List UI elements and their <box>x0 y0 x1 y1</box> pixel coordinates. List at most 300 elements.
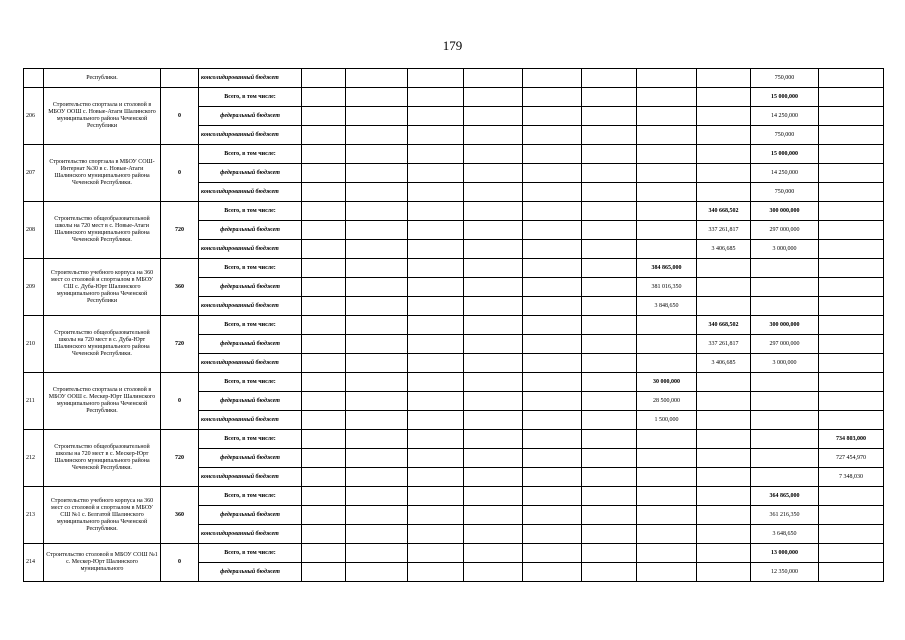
amount-cell <box>346 297 408 316</box>
amount-cell <box>464 468 523 487</box>
amount-cell <box>302 430 346 449</box>
amount-cell <box>302 373 346 392</box>
amount-cell <box>346 316 408 335</box>
project-name: Строительство спортзала в МБОУ СОШ-Интернат №30 в с. Новые-Атаги Шалинского муниципального района Чеченской Республики. <box>44 145 161 202</box>
amount-cell <box>302 278 346 297</box>
amount-cell <box>302 468 346 487</box>
funding-source: консолидированный бюджет <box>199 183 302 202</box>
amount-cell <box>637 449 697 468</box>
amount-cell <box>819 88 884 107</box>
amount-cell <box>302 563 346 582</box>
amount-cell <box>819 221 884 240</box>
amount-cell <box>408 563 464 582</box>
amount-cell <box>346 525 408 544</box>
amount-cell <box>346 430 408 449</box>
amount-cell <box>408 145 464 164</box>
amount-cell <box>464 107 523 126</box>
amount-cell <box>523 183 582 202</box>
amount-cell: 384 865,000 <box>637 259 697 278</box>
amount-cell <box>408 392 464 411</box>
amount-cell <box>819 316 884 335</box>
amount-cell <box>408 69 464 88</box>
amount-cell <box>637 525 697 544</box>
amount-cell <box>697 506 751 525</box>
amount-cell <box>346 563 408 582</box>
amount-cell <box>408 373 464 392</box>
amount-cell <box>408 335 464 354</box>
amount-cell <box>697 487 751 506</box>
amount-cell <box>819 525 884 544</box>
amount-cell <box>637 88 697 107</box>
amount-cell <box>464 563 523 582</box>
amount-cell <box>819 164 884 183</box>
amount-cell <box>346 354 408 373</box>
amount-cell <box>582 202 637 221</box>
amount-cell <box>302 202 346 221</box>
project-name: Республики. <box>44 69 161 88</box>
amount-cell <box>637 335 697 354</box>
amount-cell <box>697 468 751 487</box>
amount-cell: 30 000,000 <box>637 373 697 392</box>
amount-cell <box>464 335 523 354</box>
amount-cell <box>408 88 464 107</box>
funding-source: федеральный бюджет <box>199 392 302 411</box>
amount-cell <box>582 316 637 335</box>
amount-cell <box>346 183 408 202</box>
funding-source: консолидированный бюджет <box>199 525 302 544</box>
amount-cell <box>637 240 697 259</box>
amount-cell: 3 848,650 <box>637 297 697 316</box>
table-row <box>24 430 884 449</box>
amount-cell <box>464 240 523 259</box>
funding-source: федеральный бюджет <box>199 221 302 240</box>
amount-cell <box>582 468 637 487</box>
amount-cell <box>346 259 408 278</box>
amount-cell <box>697 563 751 582</box>
amount-cell <box>464 126 523 145</box>
project-name: Строительство столовой в МБОУ СОШ №1 с. Мескер-Юрт Шалинского муниципального <box>44 544 161 582</box>
funding-source: Всего, в том числе: <box>199 487 302 506</box>
amount-cell <box>582 525 637 544</box>
table-row <box>24 373 884 392</box>
funding-source: Всего, в том числе: <box>199 259 302 278</box>
amount-cell <box>751 411 819 430</box>
amount-cell <box>637 183 697 202</box>
amount-cell <box>582 335 637 354</box>
amount-cell <box>346 373 408 392</box>
amount-cell <box>582 221 637 240</box>
amount-cell <box>819 259 884 278</box>
amount-cell <box>464 221 523 240</box>
amount-cell: 3 406,685 <box>697 354 751 373</box>
amount-cell: 3 406,685 <box>697 240 751 259</box>
amount-cell <box>637 354 697 373</box>
amount-cell <box>408 354 464 373</box>
funding-source: консолидированный бюджет <box>199 468 302 487</box>
amount-cell <box>302 335 346 354</box>
table-row <box>24 145 884 164</box>
capacity: 360 <box>161 487 199 544</box>
project-name: Строительство общеобразовательной школы на 720 мест в с. Новые-Атаги Шалинского муниципального района Чеченской Республики. <box>44 202 161 259</box>
project-name: Строительство учебного корпуса на 360 мест со столовой и спортзалом в МБОУ СШ №1 с. Белгатой Шалинского муниципального района Чеченской Республики. <box>44 487 161 544</box>
amount-cell: 297 000,000 <box>751 335 819 354</box>
funding-source: федеральный бюджет <box>199 563 302 582</box>
amount-cell <box>751 449 819 468</box>
row-number: 212 <box>24 430 44 487</box>
amount-cell <box>302 411 346 430</box>
amount-cell <box>346 392 408 411</box>
amount-cell: 364 865,000 <box>751 487 819 506</box>
amount-cell <box>582 354 637 373</box>
amount-cell <box>819 240 884 259</box>
amount-cell <box>637 145 697 164</box>
amount-cell <box>582 506 637 525</box>
amount-cell <box>523 468 582 487</box>
amount-cell <box>582 88 637 107</box>
project-name: Строительство спортзала и столовой в МБОУ ООШ с. Новые-Атаги Шалинского муниципального района Чеченской Республики <box>44 88 161 145</box>
amount-cell <box>464 373 523 392</box>
amount-cell <box>523 373 582 392</box>
amount-cell <box>464 544 523 563</box>
table-row <box>24 544 884 563</box>
capacity: 720 <box>161 202 199 259</box>
amount-cell <box>302 354 346 373</box>
amount-cell <box>464 487 523 506</box>
amount-cell <box>697 164 751 183</box>
funding-source: консолидированный бюджет <box>199 411 302 430</box>
amount-cell <box>408 164 464 183</box>
amount-cell: 15 000,000 <box>751 88 819 107</box>
capacity: 720 <box>161 430 199 487</box>
amount-cell <box>523 487 582 506</box>
row-number: 207 <box>24 145 44 202</box>
amount-cell <box>697 88 751 107</box>
amount-cell <box>408 183 464 202</box>
amount-cell <box>819 183 884 202</box>
amount-cell <box>697 525 751 544</box>
amount-cell <box>346 335 408 354</box>
amount-cell <box>464 392 523 411</box>
table-row <box>24 487 884 506</box>
amount-cell <box>697 259 751 278</box>
amount-cell <box>302 145 346 164</box>
project-name: Строительство общеобразовательной школы на 720 мест в с. Мескер-Юрт Шалинского муниципального района Чеченской Республики. <box>44 430 161 487</box>
amount-cell <box>464 164 523 183</box>
amount-cell <box>751 430 819 449</box>
table-row <box>24 259 884 278</box>
amount-cell <box>751 373 819 392</box>
amount-cell <box>408 411 464 430</box>
amount-cell <box>819 297 884 316</box>
funding-source: федеральный бюджет <box>199 506 302 525</box>
amount-cell <box>523 88 582 107</box>
amount-cell: 7 348,030 <box>819 468 884 487</box>
amount-cell <box>408 202 464 221</box>
amount-cell <box>302 297 346 316</box>
amount-cell <box>346 107 408 126</box>
amount-cell <box>697 411 751 430</box>
amount-cell <box>346 88 408 107</box>
amount-cell <box>408 430 464 449</box>
amount-cell <box>819 563 884 582</box>
amount-cell: 3 000,000 <box>751 354 819 373</box>
amount-cell <box>582 259 637 278</box>
amount-cell <box>697 544 751 563</box>
funding-source: Всего, в том числе: <box>199 316 302 335</box>
project-name: Строительство общеобразовательной школы на 720 мест в с. Дуба-Юрт Шалинского муниципального района Чеченской Республики. <box>44 316 161 373</box>
amount-cell <box>523 506 582 525</box>
amount-cell <box>582 449 637 468</box>
amount-cell <box>408 506 464 525</box>
amount-cell <box>408 259 464 278</box>
amount-cell <box>346 487 408 506</box>
amount-cell <box>582 411 637 430</box>
amount-cell: 727 454,970 <box>819 449 884 468</box>
amount-cell <box>346 506 408 525</box>
row-number: 210 <box>24 316 44 373</box>
amount-cell <box>346 69 408 88</box>
amount-cell <box>408 487 464 506</box>
amount-cell <box>637 430 697 449</box>
amount-cell <box>637 107 697 126</box>
amount-cell <box>582 544 637 563</box>
amount-cell <box>302 487 346 506</box>
amount-cell <box>302 240 346 259</box>
amount-cell <box>751 259 819 278</box>
amount-cell <box>697 107 751 126</box>
amount-cell <box>523 240 582 259</box>
amount-cell <box>582 373 637 392</box>
amount-cell <box>464 145 523 164</box>
amount-cell <box>346 164 408 183</box>
capacity: 0 <box>161 373 199 430</box>
amount-cell <box>637 544 697 563</box>
row-number: 206 <box>24 88 44 145</box>
amount-cell <box>819 354 884 373</box>
amount-cell <box>697 449 751 468</box>
table-row <box>24 88 884 107</box>
amount-cell <box>346 221 408 240</box>
funding-source: федеральный бюджет <box>199 449 302 468</box>
amount-cell <box>697 297 751 316</box>
amount-cell: 300 000,000 <box>751 202 819 221</box>
amount-cell <box>819 107 884 126</box>
amount-cell <box>464 278 523 297</box>
amount-cell <box>523 297 582 316</box>
amount-cell <box>582 297 637 316</box>
amount-cell <box>302 126 346 145</box>
amount-cell <box>637 126 697 145</box>
funding-source: Всего, в том числе: <box>199 430 302 449</box>
amount-cell <box>582 164 637 183</box>
amount-cell <box>582 563 637 582</box>
amount-cell <box>637 316 697 335</box>
amount-cell: 1 500,000 <box>637 411 697 430</box>
amount-cell <box>523 392 582 411</box>
amount-cell: 734 803,000 <box>819 430 884 449</box>
amount-cell <box>346 468 408 487</box>
amount-cell <box>819 145 884 164</box>
amount-cell <box>523 259 582 278</box>
amount-cell <box>464 430 523 449</box>
funding-source: Всего, в том числе: <box>199 202 302 221</box>
project-name: Строительство учебного корпуса на 360 мест со столовой и спортзалом в МБОУ СШ с. Дуба-Юрт Шалинского муниципального района Чеченской Республики <box>44 259 161 316</box>
amount-cell <box>408 316 464 335</box>
amount-cell: 14 250,000 <box>751 107 819 126</box>
amount-cell <box>637 468 697 487</box>
capacity: 720 <box>161 316 199 373</box>
row-number <box>24 69 44 88</box>
funding-source: федеральный бюджет <box>199 164 302 183</box>
project-name: Строительство спортзала и столовой в МБОУ ООШ с. Мескер-Юрт Шалинского муниципального района Чеченской Республики. <box>44 373 161 430</box>
amount-cell <box>346 544 408 563</box>
amount-cell <box>302 449 346 468</box>
amount-cell <box>523 430 582 449</box>
amount-cell <box>346 278 408 297</box>
budget-table <box>23 68 884 582</box>
capacity: 0 <box>161 145 199 202</box>
amount-cell <box>523 563 582 582</box>
amount-cell <box>697 126 751 145</box>
amount-cell <box>582 107 637 126</box>
amount-cell <box>464 316 523 335</box>
row-number: 213 <box>24 487 44 544</box>
amount-cell: 340 668,502 <box>697 316 751 335</box>
amount-cell: 337 261,817 <box>697 335 751 354</box>
amount-cell <box>464 354 523 373</box>
amount-cell <box>464 411 523 430</box>
amount-cell <box>302 316 346 335</box>
amount-cell: 361 216,350 <box>751 506 819 525</box>
amount-cell <box>582 183 637 202</box>
amount-cell: 28 500,000 <box>637 392 697 411</box>
amount-cell <box>302 88 346 107</box>
amount-cell <box>751 278 819 297</box>
amount-cell <box>408 468 464 487</box>
amount-cell <box>302 544 346 563</box>
amount-cell <box>523 107 582 126</box>
amount-cell <box>819 278 884 297</box>
amount-cell <box>464 506 523 525</box>
amount-cell <box>408 240 464 259</box>
row-number: 208 <box>24 202 44 259</box>
amount-cell <box>523 145 582 164</box>
amount-cell <box>523 544 582 563</box>
amount-cell: 340 668,502 <box>697 202 751 221</box>
amount-cell <box>751 297 819 316</box>
capacity: 0 <box>161 88 199 145</box>
amount-cell: 15 000,000 <box>751 145 819 164</box>
amount-cell <box>464 297 523 316</box>
table-row <box>24 69 884 88</box>
amount-cell <box>464 88 523 107</box>
amount-cell: 750,000 <box>751 69 819 88</box>
amount-cell <box>751 392 819 411</box>
amount-cell <box>582 69 637 88</box>
amount-cell <box>523 354 582 373</box>
amount-cell <box>819 544 884 563</box>
amount-cell <box>346 411 408 430</box>
amount-cell <box>523 411 582 430</box>
row-number: 209 <box>24 259 44 316</box>
amount-cell <box>697 430 751 449</box>
amount-cell <box>302 392 346 411</box>
amount-cell: 14 250,000 <box>751 164 819 183</box>
amount-cell <box>637 506 697 525</box>
amount-cell <box>819 506 884 525</box>
amount-cell <box>819 335 884 354</box>
amount-cell <box>464 69 523 88</box>
amount-cell <box>697 183 751 202</box>
amount-cell: 3 000,000 <box>751 240 819 259</box>
amount-cell <box>637 487 697 506</box>
amount-cell <box>523 316 582 335</box>
amount-cell <box>464 259 523 278</box>
funding-source: Всего, в том числе: <box>199 88 302 107</box>
amount-cell <box>523 525 582 544</box>
amount-cell <box>751 468 819 487</box>
amount-cell <box>464 525 523 544</box>
amount-cell <box>582 392 637 411</box>
amount-cell <box>302 506 346 525</box>
amount-cell <box>637 202 697 221</box>
capacity <box>161 69 199 88</box>
amount-cell <box>697 69 751 88</box>
amount-cell <box>582 487 637 506</box>
amount-cell <box>346 240 408 259</box>
amount-cell <box>408 544 464 563</box>
table-row <box>24 316 884 335</box>
amount-cell <box>302 221 346 240</box>
amount-cell <box>302 259 346 278</box>
amount-cell <box>464 449 523 468</box>
amount-cell <box>582 145 637 164</box>
amount-cell: 750,000 <box>751 183 819 202</box>
capacity: 360 <box>161 259 199 316</box>
page-number: 179 <box>442 38 463 53</box>
funding-source: консолидированный бюджет <box>199 69 302 88</box>
amount-cell <box>582 278 637 297</box>
amount-cell <box>523 449 582 468</box>
amount-cell <box>408 449 464 468</box>
amount-cell <box>637 164 697 183</box>
amount-cell <box>302 164 346 183</box>
amount-cell <box>346 126 408 145</box>
amount-cell <box>408 107 464 126</box>
funding-source: консолидированный бюджет <box>199 240 302 259</box>
funding-source: Всего, в том числе: <box>199 145 302 164</box>
funding-source: федеральный бюджет <box>199 335 302 354</box>
amount-cell <box>408 221 464 240</box>
amount-cell: 300 000,000 <box>751 316 819 335</box>
amount-cell <box>523 278 582 297</box>
amount-cell <box>819 69 884 88</box>
amount-cell <box>523 164 582 183</box>
amount-cell <box>523 202 582 221</box>
amount-cell <box>464 183 523 202</box>
amount-cell: 381 016,350 <box>637 278 697 297</box>
funding-source: консолидированный бюджет <box>199 126 302 145</box>
amount-cell <box>819 487 884 506</box>
amount-cell <box>302 69 346 88</box>
row-number: 211 <box>24 373 44 430</box>
funding-source: Всего, в том числе: <box>199 544 302 563</box>
amount-cell: 13 000,000 <box>751 544 819 563</box>
funding-source: консолидированный бюджет <box>199 297 302 316</box>
row-number: 214 <box>24 544 44 582</box>
amount-cell <box>523 221 582 240</box>
amount-cell <box>346 202 408 221</box>
